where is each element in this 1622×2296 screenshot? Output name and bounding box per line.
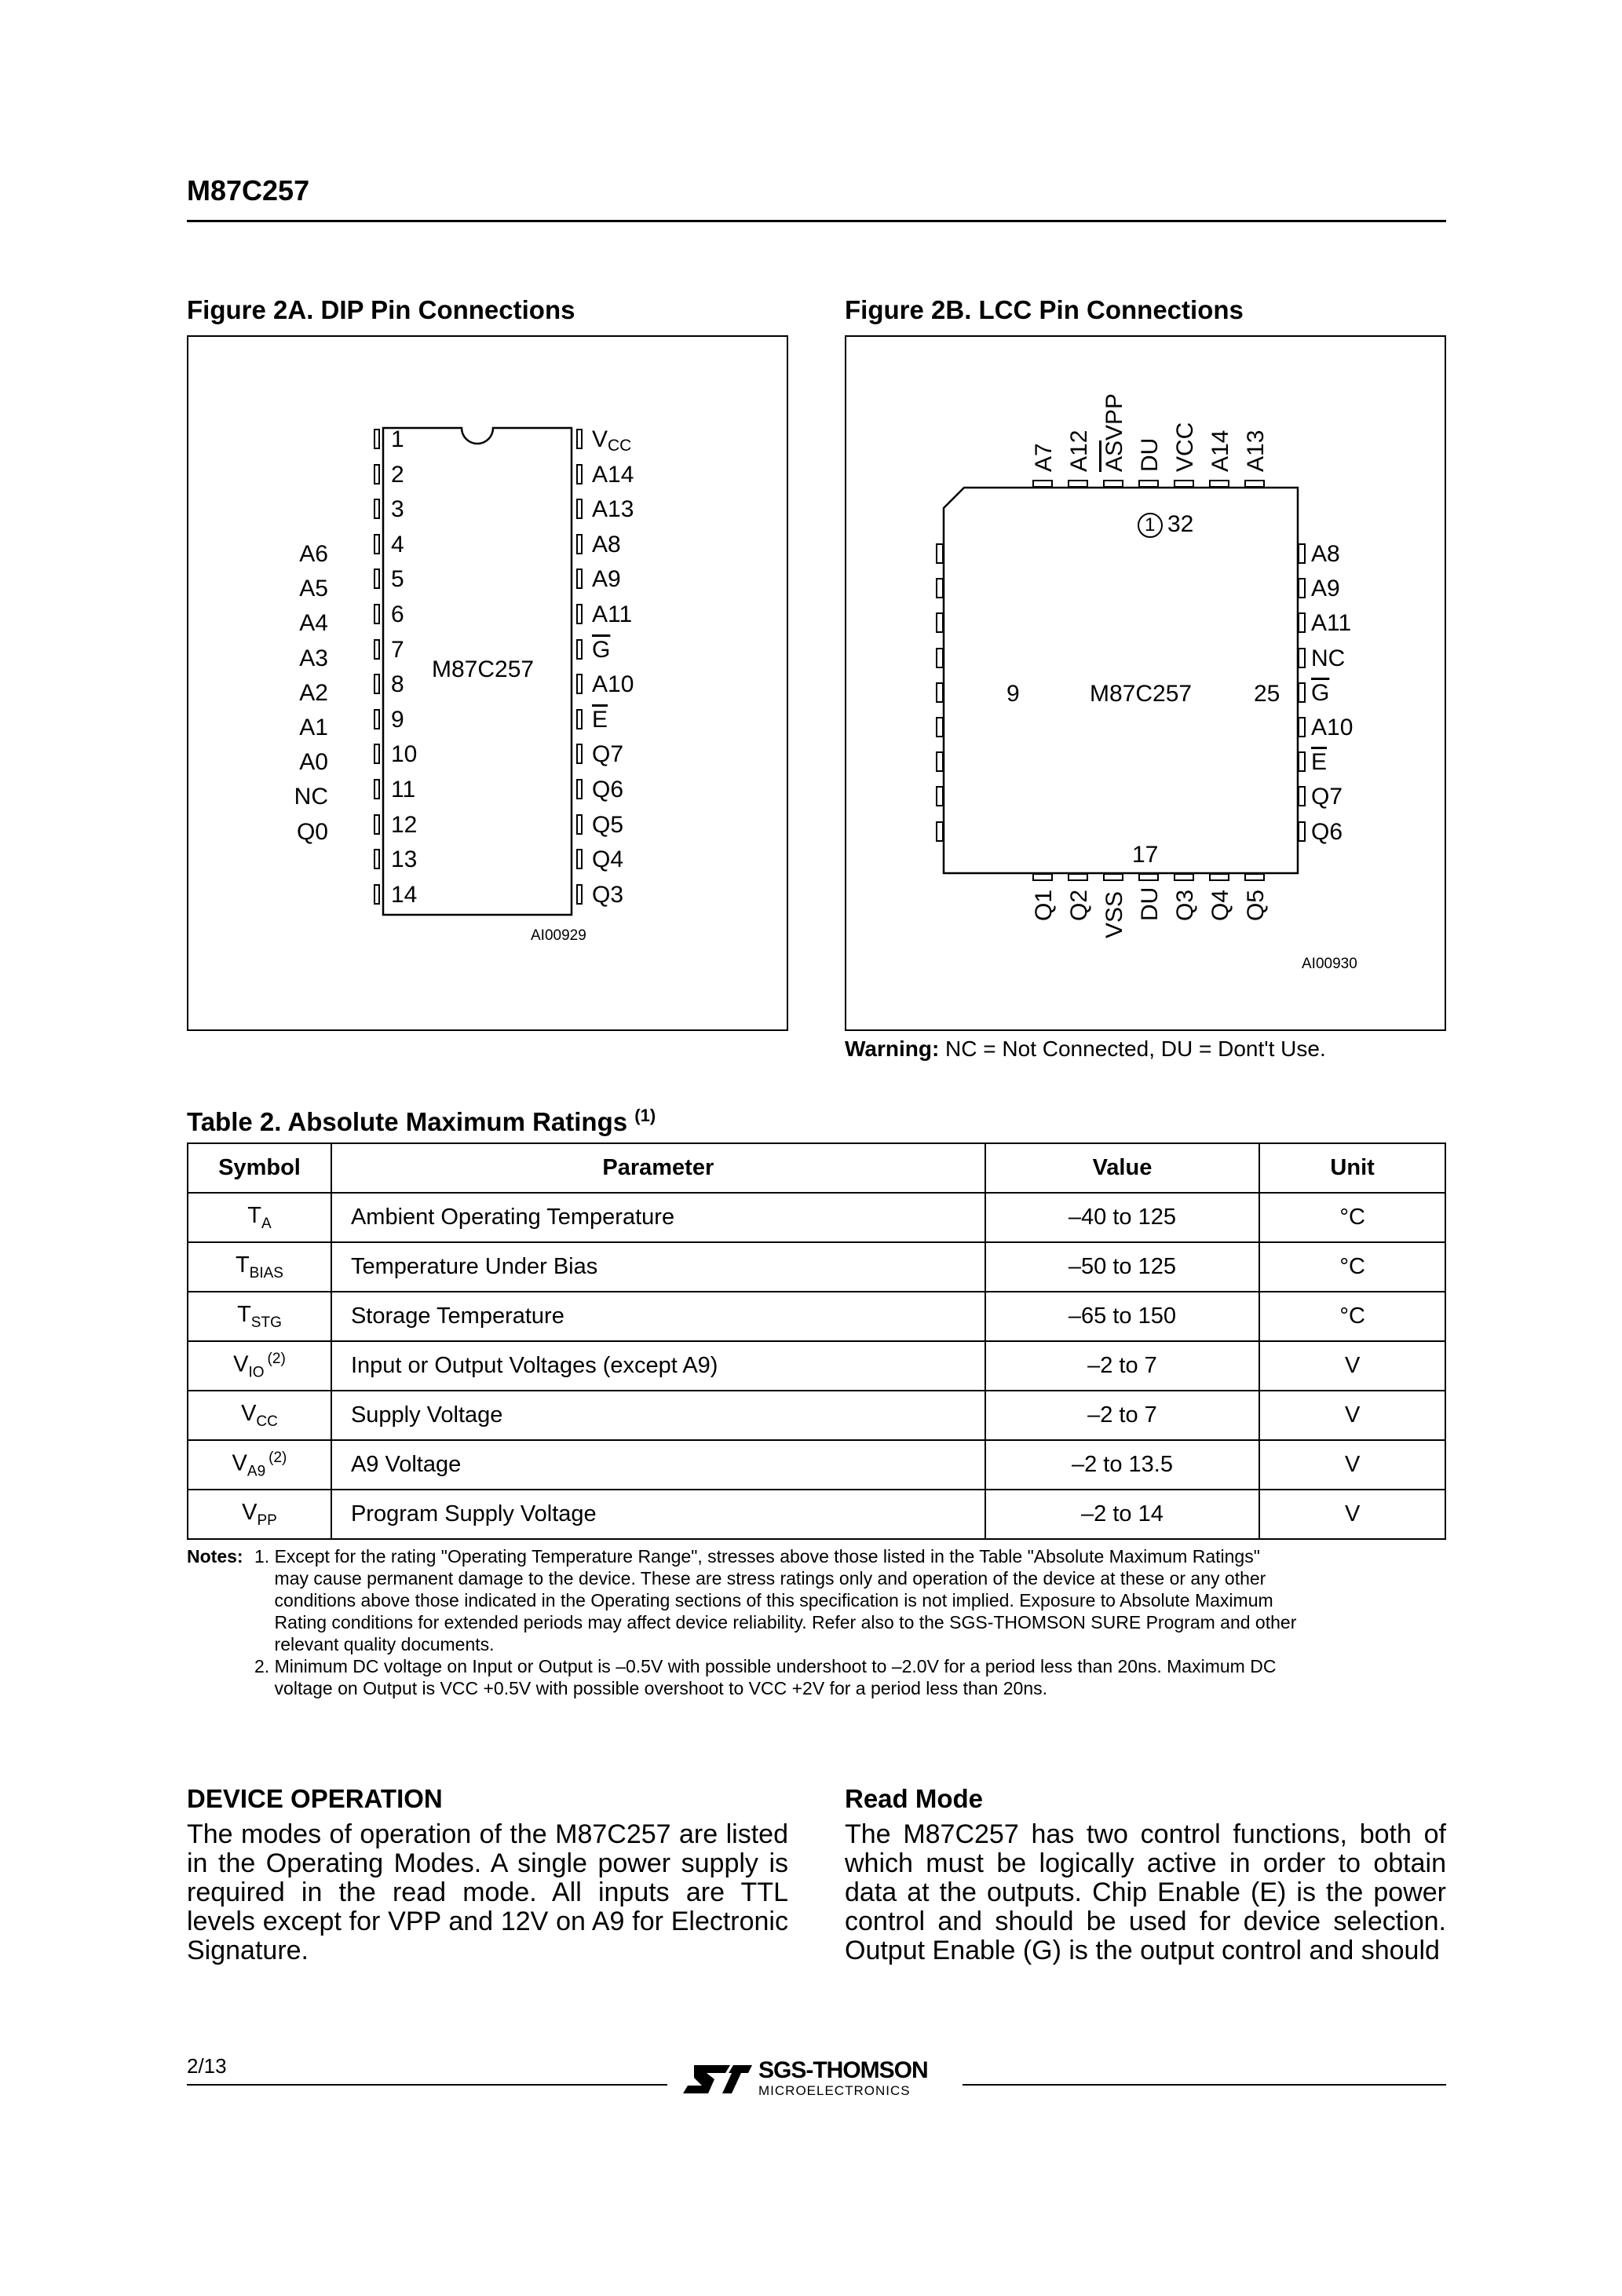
- header-symbol: Symbol: [188, 1143, 331, 1193]
- lcc-left-pin-name: Q0: [296, 818, 328, 845]
- lcc-pin-tick: [936, 717, 944, 737]
- dip-pin-number: 13: [391, 846, 418, 873]
- lcc-pin-tick: [936, 682, 944, 703]
- lcc-right-pin-name: NC: [1311, 645, 1346, 671]
- dip-pin-tick: [374, 429, 380, 449]
- lcc-left-pin-name: A4: [299, 610, 328, 637]
- dip-pin-number: 12: [391, 811, 418, 838]
- table-header-row: [188, 1143, 1445, 1193]
- dip-pin-tick: [374, 604, 380, 624]
- lcc-top-pin-name: A14: [1207, 430, 1233, 472]
- lcc-right-pin-name: $\overline{G}$: [1311, 679, 1330, 706]
- symbol-cell: $V_{A9}^{(2)}$: [188, 1440, 331, 1490]
- lcc-pin-tick: [936, 612, 944, 633]
- value-cell: –2 to 14: [985, 1490, 1260, 1539]
- dip-pin-name: Q6: [592, 777, 624, 803]
- dip-pin-tick: [576, 604, 583, 624]
- dip-pin-tick: [374, 639, 380, 660]
- dip-pin-name: Q3: [592, 881, 624, 908]
- header-unit: Unit: [1259, 1143, 1445, 1193]
- dip-pin-tick: [576, 814, 583, 835]
- dip-pin-tick: [576, 569, 583, 589]
- lcc-pin-tick: [1174, 480, 1194, 488]
- dip-pin-tick: [374, 709, 380, 729]
- lcc-pin-tick: [1298, 578, 1306, 598]
- dip-figure-code: AI00929: [531, 927, 586, 944]
- dip-pin-tick: [576, 779, 583, 799]
- dip-pin-tick: [374, 814, 380, 835]
- symbol-cell: $T_{STG}$: [188, 1292, 331, 1341]
- header-value: Value: [985, 1143, 1260, 1193]
- lcc-pin-tick: [1068, 480, 1088, 488]
- lcc-left-pin-name: A6: [299, 541, 328, 567]
- lcc-pin-tick: [1032, 480, 1053, 488]
- lcc-figure-code: AI00930: [1302, 956, 1357, 972]
- unit-cell: °C: [1259, 1292, 1445, 1341]
- lcc-pin-tick: [1103, 873, 1123, 881]
- lcc-pin-tick: [1244, 480, 1265, 488]
- table-2-title-text: Table 2. Absolute Maximum Ratings: [187, 1107, 628, 1136]
- lcc-pin-tick: [1174, 873, 1194, 881]
- lcc-right-pin-name: A10: [1311, 715, 1353, 740]
- lcc-top-pin-name: A13: [1243, 430, 1269, 472]
- lcc-top-pin-name: VCC: [1172, 422, 1198, 472]
- lcc-right-pin-name: $\overline{E}$: [1311, 749, 1328, 776]
- unit-cell: V: [1259, 1341, 1445, 1391]
- dip-pin-name: $V_{CC}$: [592, 426, 632, 455]
- dip-pin-tick: [576, 744, 583, 764]
- lcc-bottom-pin-name: Q3: [1172, 889, 1198, 921]
- note-1-line: conditions above those indicated in the Operating sections of this specification is not implied. Exposure to Absolute Maximum: [254, 1590, 1273, 1610]
- lcc-left-pin-name: NC: [294, 784, 328, 810]
- dip-pin-name: $\overline{G}$: [592, 636, 611, 663]
- table-row: [188, 1292, 1445, 1341]
- lcc-pin-tick: [936, 786, 944, 806]
- dip-pin-tick: [576, 499, 583, 519]
- lcc-pin-tick: [1298, 682, 1306, 703]
- dip-pin-tick: [374, 534, 380, 554]
- note-1-line: Rating conditions for extended periods may affect device reliability. Refer also to the SGS-THOMSON SURE Program and other: [254, 1612, 1297, 1632]
- lcc-pin-tick: [1032, 873, 1053, 881]
- dip-pin-tick: [374, 744, 380, 764]
- dip-pin-name: Q7: [592, 741, 624, 768]
- device-operation-text: The modes of operation of the M87C257 are listed in the Operating Modes. A single power supply is required in the read mode. All inputs are TTL levels except for VPP and 12V on A9 for Electronic Signature.: [187, 1819, 788, 1965]
- unit-cell: °C: [1259, 1193, 1445, 1242]
- note-2-line: voltage on Output is VCC +0.5V with possible overshoot to VCC +2V for a period less than 20ns.: [254, 1678, 1048, 1698]
- lcc-pin-tick: [1298, 543, 1306, 564]
- parameter-cell: Supply Voltage: [331, 1391, 985, 1440]
- dip-pin-name: A13: [592, 496, 634, 523]
- dip-pin-number: 7: [391, 636, 404, 663]
- read-mode-title: Read Mode: [845, 1784, 984, 1813]
- dip-pin-number: 9: [391, 706, 404, 733]
- value-cell: –50 to 125: [985, 1242, 1260, 1292]
- brand-name: SGS-THOMSON: [758, 2057, 928, 2083]
- table-row: [188, 1193, 1445, 1242]
- dip-pin-tick: [576, 709, 583, 729]
- figure-2a-title: Figure 2A. DIP Pin Connections: [187, 295, 575, 324]
- dip-pin-name: $\overline{E}$: [592, 706, 608, 733]
- warning-line: [845, 1036, 1326, 1062]
- dip-pin-name: A8: [592, 531, 621, 558]
- note-2: [254, 1655, 1276, 1699]
- table-row: [188, 1242, 1445, 1292]
- dip-pin-tick: [576, 639, 583, 660]
- note-1-line: may cause permanent damage to the device. These are stress ratings only and operation of the device at these or any other: [254, 1568, 1266, 1589]
- lcc-pin-tick: [1298, 786, 1306, 806]
- lcc-bottom-pin-name: Q4: [1207, 889, 1233, 921]
- lcc-pin-tick: [1298, 648, 1306, 668]
- lcc-pin-tick: [1103, 480, 1123, 488]
- unit-cell: V: [1259, 1391, 1445, 1440]
- dip-pin-tick: [576, 674, 583, 694]
- dip-pin-number: 8: [391, 671, 404, 698]
- st-logo-icon: [680, 2060, 755, 2098]
- lcc-pin-9: 9: [1006, 681, 1020, 707]
- dip-pin-tick: [576, 429, 583, 449]
- dip-pin-tick: [374, 499, 380, 519]
- lcc-bottom-pin-name: Q1: [1031, 889, 1057, 921]
- lcc-pin-tick: [936, 821, 944, 842]
- dip-pin-number: 6: [391, 601, 404, 627]
- notes-label: Notes:: [187, 1546, 243, 1567]
- lcc-pin-tick: [1209, 873, 1229, 881]
- table-row: [188, 1490, 1445, 1539]
- header-rule: [187, 220, 1446, 222]
- lcc-pin-tick: [1068, 873, 1088, 881]
- table-row: [188, 1341, 1445, 1391]
- lcc-right-pin-name: A11: [1311, 610, 1352, 637]
- lcc-pin-tick: [1298, 821, 1306, 842]
- dip-pin-number: 1: [391, 426, 404, 452]
- dip-pin-tick: [576, 464, 583, 484]
- parameter-cell: Temperature Under Bias: [331, 1242, 985, 1292]
- lcc-bottom-pin-name: Q5: [1243, 889, 1269, 921]
- dip-chip-label: M87C257: [432, 656, 535, 682]
- lcc-pin-tick: [936, 648, 944, 668]
- lcc-chip-label: M87C257: [1090, 681, 1193, 707]
- dip-pin-tick: [374, 464, 380, 484]
- footer-rule-right: [963, 2084, 1446, 2086]
- page-number: 2/13: [187, 2054, 227, 2078]
- value-cell: –2 to 7: [985, 1341, 1260, 1391]
- lcc-pin-tick: [1244, 873, 1265, 881]
- dip-pin-tick: [374, 779, 380, 799]
- symbol-cell: $V_{IO}^{(2)}$: [188, 1341, 331, 1391]
- lcc-right-pin-name: A8: [1311, 541, 1340, 567]
- dip-pin-number: 14: [391, 881, 418, 908]
- lcc-pin1-marker: 1: [1145, 514, 1156, 536]
- lcc-pin-tick: [936, 751, 944, 772]
- dip-pin-name: A9: [592, 566, 621, 593]
- lcc-top-pin-name: DU: [1137, 437, 1163, 472]
- parameter-cell: Storage Temperature: [331, 1292, 985, 1341]
- symbol-cell: $V_{PP}$: [188, 1490, 331, 1539]
- dip-pin-name: A10: [592, 671, 634, 698]
- lcc-bottom-pin-name: DU: [1137, 887, 1163, 921]
- dip-pin-number: 5: [391, 566, 404, 593]
- lcc-pin-tick: [1138, 873, 1159, 881]
- dip-pin-tick: [576, 534, 583, 554]
- note-2-line: 2. Minimum DC voltage on Input or Output is –0.5V with possible undershoot to –2.0V for a period less than 20ns. Maximum DC: [254, 1656, 1277, 1676]
- table-2-title: [187, 1106, 656, 1137]
- value-cell: –2 to 13.5: [985, 1440, 1260, 1490]
- dip-pin-tick: [374, 884, 380, 905]
- header-parameter: Parameter: [331, 1143, 985, 1193]
- value-cell: –65 to 150: [985, 1292, 1260, 1341]
- dip-pin-number: 10: [391, 741, 418, 768]
- dip-pin-tick: [374, 849, 380, 869]
- note-1-line: 1. Except for the rating "Operating Temperature Range", stresses above those listed in the Table "Absolute Maximum Ratings": [254, 1546, 1260, 1567]
- lcc-bottom-pin-name: Q2: [1066, 889, 1092, 921]
- lcc-pin-tick: [1298, 751, 1306, 772]
- unit-cell: °C: [1259, 1242, 1445, 1292]
- parameter-cell: Program Supply Voltage: [331, 1490, 985, 1539]
- dip-pin-name: A14: [592, 461, 634, 488]
- lcc-pin-tick: [936, 578, 944, 598]
- unit-cell: V: [1259, 1490, 1445, 1539]
- lcc-left-pin-name: A1: [299, 715, 328, 740]
- parameter-cell: Ambient Operating Temperature: [331, 1193, 985, 1242]
- document-title: M87C257: [187, 174, 310, 207]
- footer-rule-left: [187, 2084, 667, 2086]
- dip-pin-tick: [374, 674, 380, 694]
- lcc-left-pin-name: A5: [299, 576, 328, 602]
- dip-pin-number: 4: [391, 531, 404, 558]
- dip-pin-number: 2: [391, 461, 404, 488]
- note-1-line: relevant quality documents.: [254, 1634, 495, 1654]
- parameter-cell: Input or Output Voltages (except A9): [331, 1341, 985, 1391]
- symbol-cell: $V_{CC}$: [188, 1391, 331, 1440]
- lcc-pin-tick: [1138, 480, 1159, 488]
- note-1: [254, 1545, 1296, 1655]
- value-cell: –40 to 125: [985, 1193, 1260, 1242]
- warning-text: NC = Not Connected, DU = Dont't Use.: [939, 1036, 1326, 1061]
- dip-pin-number: 11: [391, 777, 416, 803]
- parameter-cell: A9 Voltage: [331, 1440, 985, 1490]
- table-2-title-sup: (1): [634, 1106, 656, 1125]
- table-row: [188, 1391, 1445, 1440]
- lcc-pin-32: 32: [1167, 511, 1194, 537]
- lcc-left-pin-name: A0: [299, 749, 328, 776]
- lcc-pin-25: 25: [1254, 681, 1280, 707]
- lcc-right-pin-name: Q6: [1311, 818, 1343, 845]
- lcc-top-pin-name: A7: [1031, 443, 1057, 472]
- unit-cell: V: [1259, 1440, 1445, 1490]
- absolute-maximum-ratings-table: [187, 1143, 1446, 1540]
- dip-chip-outline: [188, 337, 790, 1033]
- brand-subtitle: MICROELECTRONICS: [758, 2083, 911, 2098]
- lcc-right-pin-name: A9: [1311, 576, 1340, 602]
- table-row: [188, 1440, 1445, 1490]
- lcc-pin-tick: [1298, 717, 1306, 737]
- lcc-pin-tick: [1298, 612, 1306, 633]
- value-cell: –2 to 7: [985, 1391, 1260, 1440]
- dip-pin-tick: [374, 569, 380, 589]
- warning-label: Warning:: [845, 1036, 940, 1061]
- symbol-cell: $T_A$: [188, 1193, 331, 1242]
- dip-pin-name: Q4: [592, 846, 624, 873]
- lcc-left-pin-name: A3: [299, 645, 328, 671]
- lcc-right-pin-name: Q7: [1311, 784, 1343, 810]
- dip-pin-tick: [576, 849, 583, 869]
- dip-pin-name: A11: [592, 601, 633, 627]
- dip-pin-tick: [576, 884, 583, 905]
- symbol-cell: $T_{BIAS}$: [188, 1242, 331, 1292]
- lcc-pin-17: 17: [1132, 842, 1159, 868]
- device-operation-title: DEVICE OPERATION: [187, 1784, 443, 1813]
- lcc-pin-tick: [936, 543, 944, 564]
- figure-2a-box: [187, 335, 788, 1031]
- read-mode-text: The M87C257 has two control functions, both of which must be logically active in order to obtain data at the outputs. Chip Enable (E) is the power control and should be used for device selection. Output Enable (G) is the output control and should: [845, 1819, 1446, 1965]
- lcc-bottom-pin-name: VSS: [1101, 890, 1127, 938]
- dip-pin-number: 3: [391, 496, 404, 523]
- lcc-top-pin-name: A12: [1066, 430, 1092, 472]
- figure-2b-title: Figure 2B. LCC Pin Connections: [845, 295, 1244, 324]
- lcc-top-pin-name: $\overline{AS}VPP$: [1101, 393, 1127, 472]
- dip-pin-name: Q5: [592, 811, 624, 838]
- lcc-left-pin-name: A2: [299, 679, 328, 706]
- lcc-pin-tick: [1209, 480, 1229, 488]
